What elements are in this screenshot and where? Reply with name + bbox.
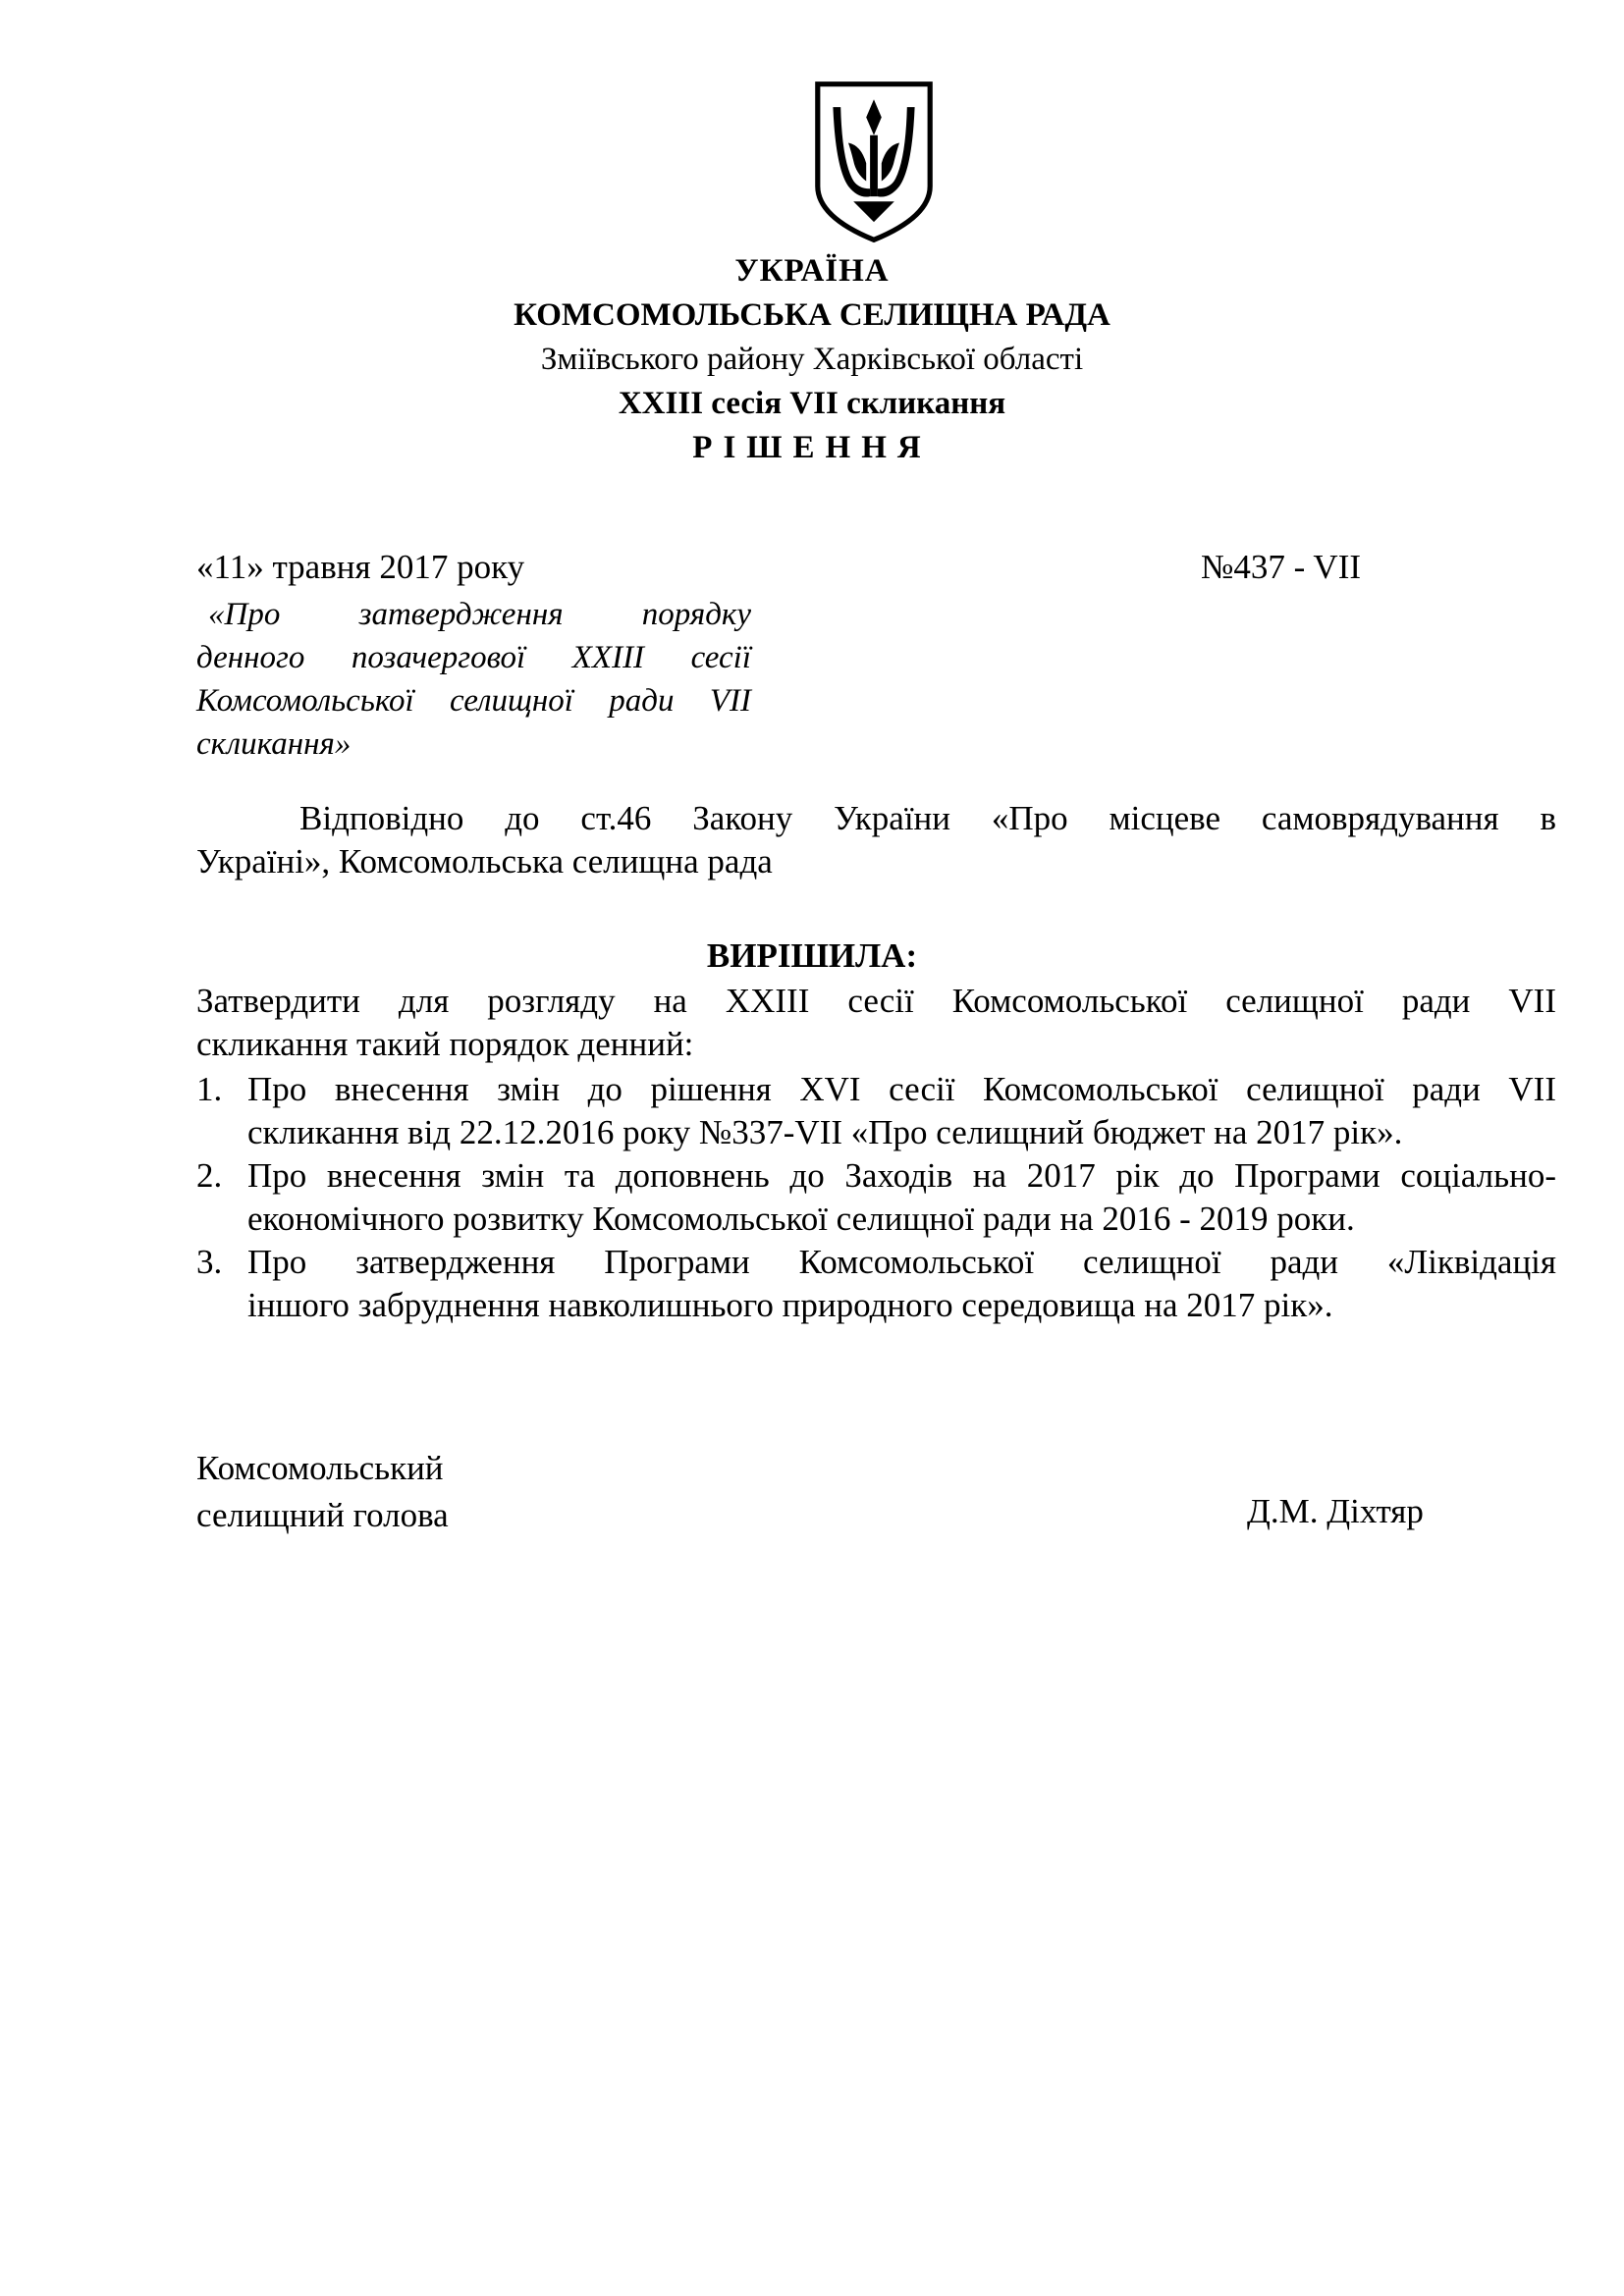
council-title: КОМСОМОЛЬСЬКА СЕЛИЩНА РАДА <box>514 297 1110 333</box>
decision-number: №437 - VII <box>1201 548 1362 586</box>
subject-line: Комсомольської селищної ради VII <box>196 683 751 719</box>
agenda-item-line: економічного розвитку Комсомольської селищної ради на 2016 - 2019 роки. <box>247 1200 1355 1238</box>
agenda-item <box>196 1241 1556 1327</box>
tryzub-coat-of-arms-icon <box>810 79 938 245</box>
agenda-item-line: іншого забруднення навколишнього природного середовища на 2017 рік». <box>247 1286 1333 1324</box>
session-title: XXIII сесія VII скликання <box>618 386 1006 421</box>
subject-line: денного позачергової XXIII сесії <box>196 640 751 675</box>
agenda-item-number: 1. <box>196 1070 223 1108</box>
intro-line: Затвердити для розгляду на XXIII сесії Комсомольської селищної ради VII <box>196 982 1556 1020</box>
agenda-item-line: Про внесення змін та доповнень до Заходів на 2017 рік до Програми соціально- <box>247 1156 1556 1195</box>
preamble-line: Відповідно до ст.46 Закону України «Про місцеве самоврядування в <box>299 799 1556 837</box>
resolved-heading: ВИРІШИЛА: <box>706 936 918 975</box>
country-title: УКРАЇНА <box>734 253 890 289</box>
district-subtitle: Зміївського району Харківської області <box>540 342 1084 377</box>
preamble-paragraph <box>196 797 1556 883</box>
signatory-position-line: селищний голова <box>196 1496 449 1534</box>
signatory-position <box>196 1445 449 1539</box>
decision-title: РІШЕННЯ <box>692 430 932 465</box>
agenda-item <box>196 1154 1556 1241</box>
agenda-item-line: Про внесення змін до рішення XVI сесії Комсомольської селищної ради VII <box>247 1070 1556 1108</box>
subject-line: скликання» <box>196 726 352 762</box>
decision-date: «11» травня 2017 року <box>196 548 525 586</box>
subject-line: «Про затвердження порядку <box>208 597 751 632</box>
agenda-item <box>196 1068 1556 1154</box>
intro-line: скликання такий порядок денний: <box>196 1025 694 1063</box>
decision-subject <box>196 593 751 766</box>
signatory-name: Д.М. Діхтяр <box>1247 1492 1424 1530</box>
agenda-item-line: Про затвердження Програми Комсомольської селищної ради «Ліквідація <box>247 1243 1556 1281</box>
agenda-list <box>196 1068 1556 1327</box>
agenda-item-number: 2. <box>196 1156 223 1195</box>
agenda-item-number: 3. <box>196 1243 223 1281</box>
agenda-intro <box>196 980 1556 1066</box>
signatory-position-line: Комсомольський <box>196 1449 444 1487</box>
preamble-line: Україні», Комсомольська селищна рада <box>196 842 773 881</box>
agenda-item-line: скликання від 22.12.2016 року №337-VII «Про селищний бюджет на 2017 рік». <box>247 1113 1403 1151</box>
